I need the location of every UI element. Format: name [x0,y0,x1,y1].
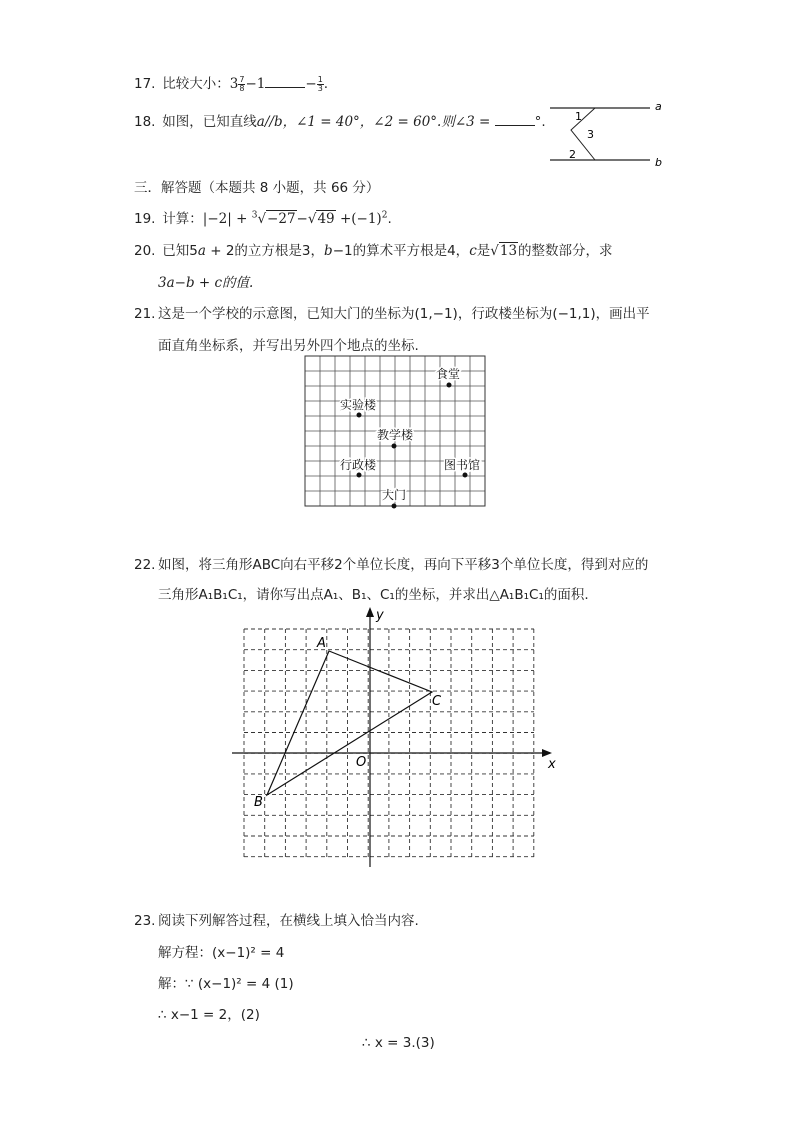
section-3-heading: 三．解答题（本题共 8 小题，共 66 分） [134,180,380,196]
q18-answer-blank [495,113,535,126]
q18-label-2: 2 [569,148,576,161]
q19-cbrt-index: 3 [251,210,258,221]
q17-frac-num: 7 [239,74,245,84]
library-point [463,473,468,478]
q17-text: 比较大小： [162,76,230,92]
q18-number: 18. [134,114,156,130]
q23-text1: 阅读下列解答过程，在横线上填入恰当内容. [158,913,419,929]
q19-end: . [387,211,392,227]
q21-line1 [134,302,650,322]
q19-cbrt-val: −27 [267,211,296,227]
q23-line3: 解：∵ (x−1)² = 4 (1) [158,976,294,992]
canteen-label: 食堂 [436,367,461,381]
q20-text-e: −1的算术平方根是4， [332,243,470,259]
q21-school-map [300,354,490,514]
q19: 19. 计算：$|-2| + ^3√-27-√49 +(-1)^2$. [134,210,392,227]
label-x: x [548,757,556,772]
q17-frac2 [317,76,324,93]
q18-end: °. [534,114,546,130]
q22-line2: 三角形A₁B₁C₁，请你写出点A₁、B₁、C₁的坐标，并求出△A₁B₁C₁的面积. [158,587,589,603]
q19-sqrt-val: 49 [317,211,335,227]
q17-neg: − [305,76,317,92]
q19-abs: |−2| + [202,211,252,227]
q20-var-c: c [469,243,477,259]
lab-point [357,413,362,418]
q21-text1: 这是一个学校的示意图，已知大门的坐标为(1,−1)，行政楼坐标为(−1,1)，画出平 [158,306,650,322]
q17-end: . [323,76,329,92]
q18-label-b: b [655,156,662,168]
q20-line1: 20. 已知5a + 2的立方根是3，b−1的算术平方根是4，c是√13的整数部分，求 [134,243,613,259]
q17-minus-one: −1 [245,76,266,92]
q19-text: 计算： [162,211,203,227]
q17-answer-blank [265,75,305,88]
q17-whole: 3 [229,76,239,92]
q20-var-a: a [197,243,206,259]
teaching-building-label: 教学楼 [377,428,414,442]
q20-text-a: 已知5 [162,243,198,259]
q20-text-g: 是 [476,243,491,259]
teaching-building-point [392,444,397,449]
q18 [134,110,546,130]
q18-condition: a//b，∠1 = 40°，∠2 = 60°.则∠3 = [256,114,495,130]
q22-text1: 如图，将三角形ABC向右平移2个单位长度，再向下平移3个单位长度，得到对应的 [158,557,649,573]
gate-point [392,504,397,509]
q21-line2: 面直角坐标系，并写出另外四个地点的坐标. [158,338,419,354]
q23-line5: ∴ x = 3.(3) [362,1035,435,1051]
label-y: y [376,608,384,623]
q18-text: 如图，已知直线 [162,114,257,130]
q18-label-a: a [655,100,662,113]
admin-building-point [357,473,362,478]
q18-label-1: 1 [575,110,582,123]
label-O: O [356,755,367,770]
q22-line1 [134,553,648,573]
q19-number: 19. [134,211,156,227]
q18-parallel-lines-figure [545,96,670,168]
lab-label: 实验楼 [340,398,377,412]
q20-number: 20. [134,243,156,259]
q17-frac2-den: 3 [317,83,323,93]
label-B: B [254,795,263,810]
q17-frac2-num: 1 [317,74,323,84]
q20-var-b: b [324,243,333,259]
library-label: 图书馆 [444,458,481,472]
q17-number: 17. [134,76,156,92]
q17-frac-den: 8 [239,83,245,93]
admin-building-label: 行政楼 [340,458,377,472]
q17 [134,72,328,93]
q20-text-h: 的整数部分，求 [518,243,613,259]
q20-line2: 3a−b + c的值. [158,275,254,291]
q23-line4: ∴ x−1 = 2，(2) [158,1007,260,1023]
q20-sqrt-val: 13 [499,243,518,259]
gate-label: 大门 [382,488,407,502]
label-C: C [432,694,442,709]
label-A: A [317,636,326,651]
q23-line1 [134,909,419,929]
canteen-point [447,383,452,388]
q18-label-3: 3 [587,128,594,141]
q21-number: 21. [134,306,156,322]
q19-minus: − [296,211,308,227]
q20-text-c: + 2的立方根是3， [205,243,325,259]
q19-tail: +(−1) [335,211,382,227]
q22-number: 22. [134,557,156,573]
q22-coordinate-figure [230,605,565,870]
q19-exp: 2 [381,210,388,221]
q23-number: 23. [134,913,156,929]
q23-line2: 解方程：(x−1)² = 4 [158,945,285,961]
